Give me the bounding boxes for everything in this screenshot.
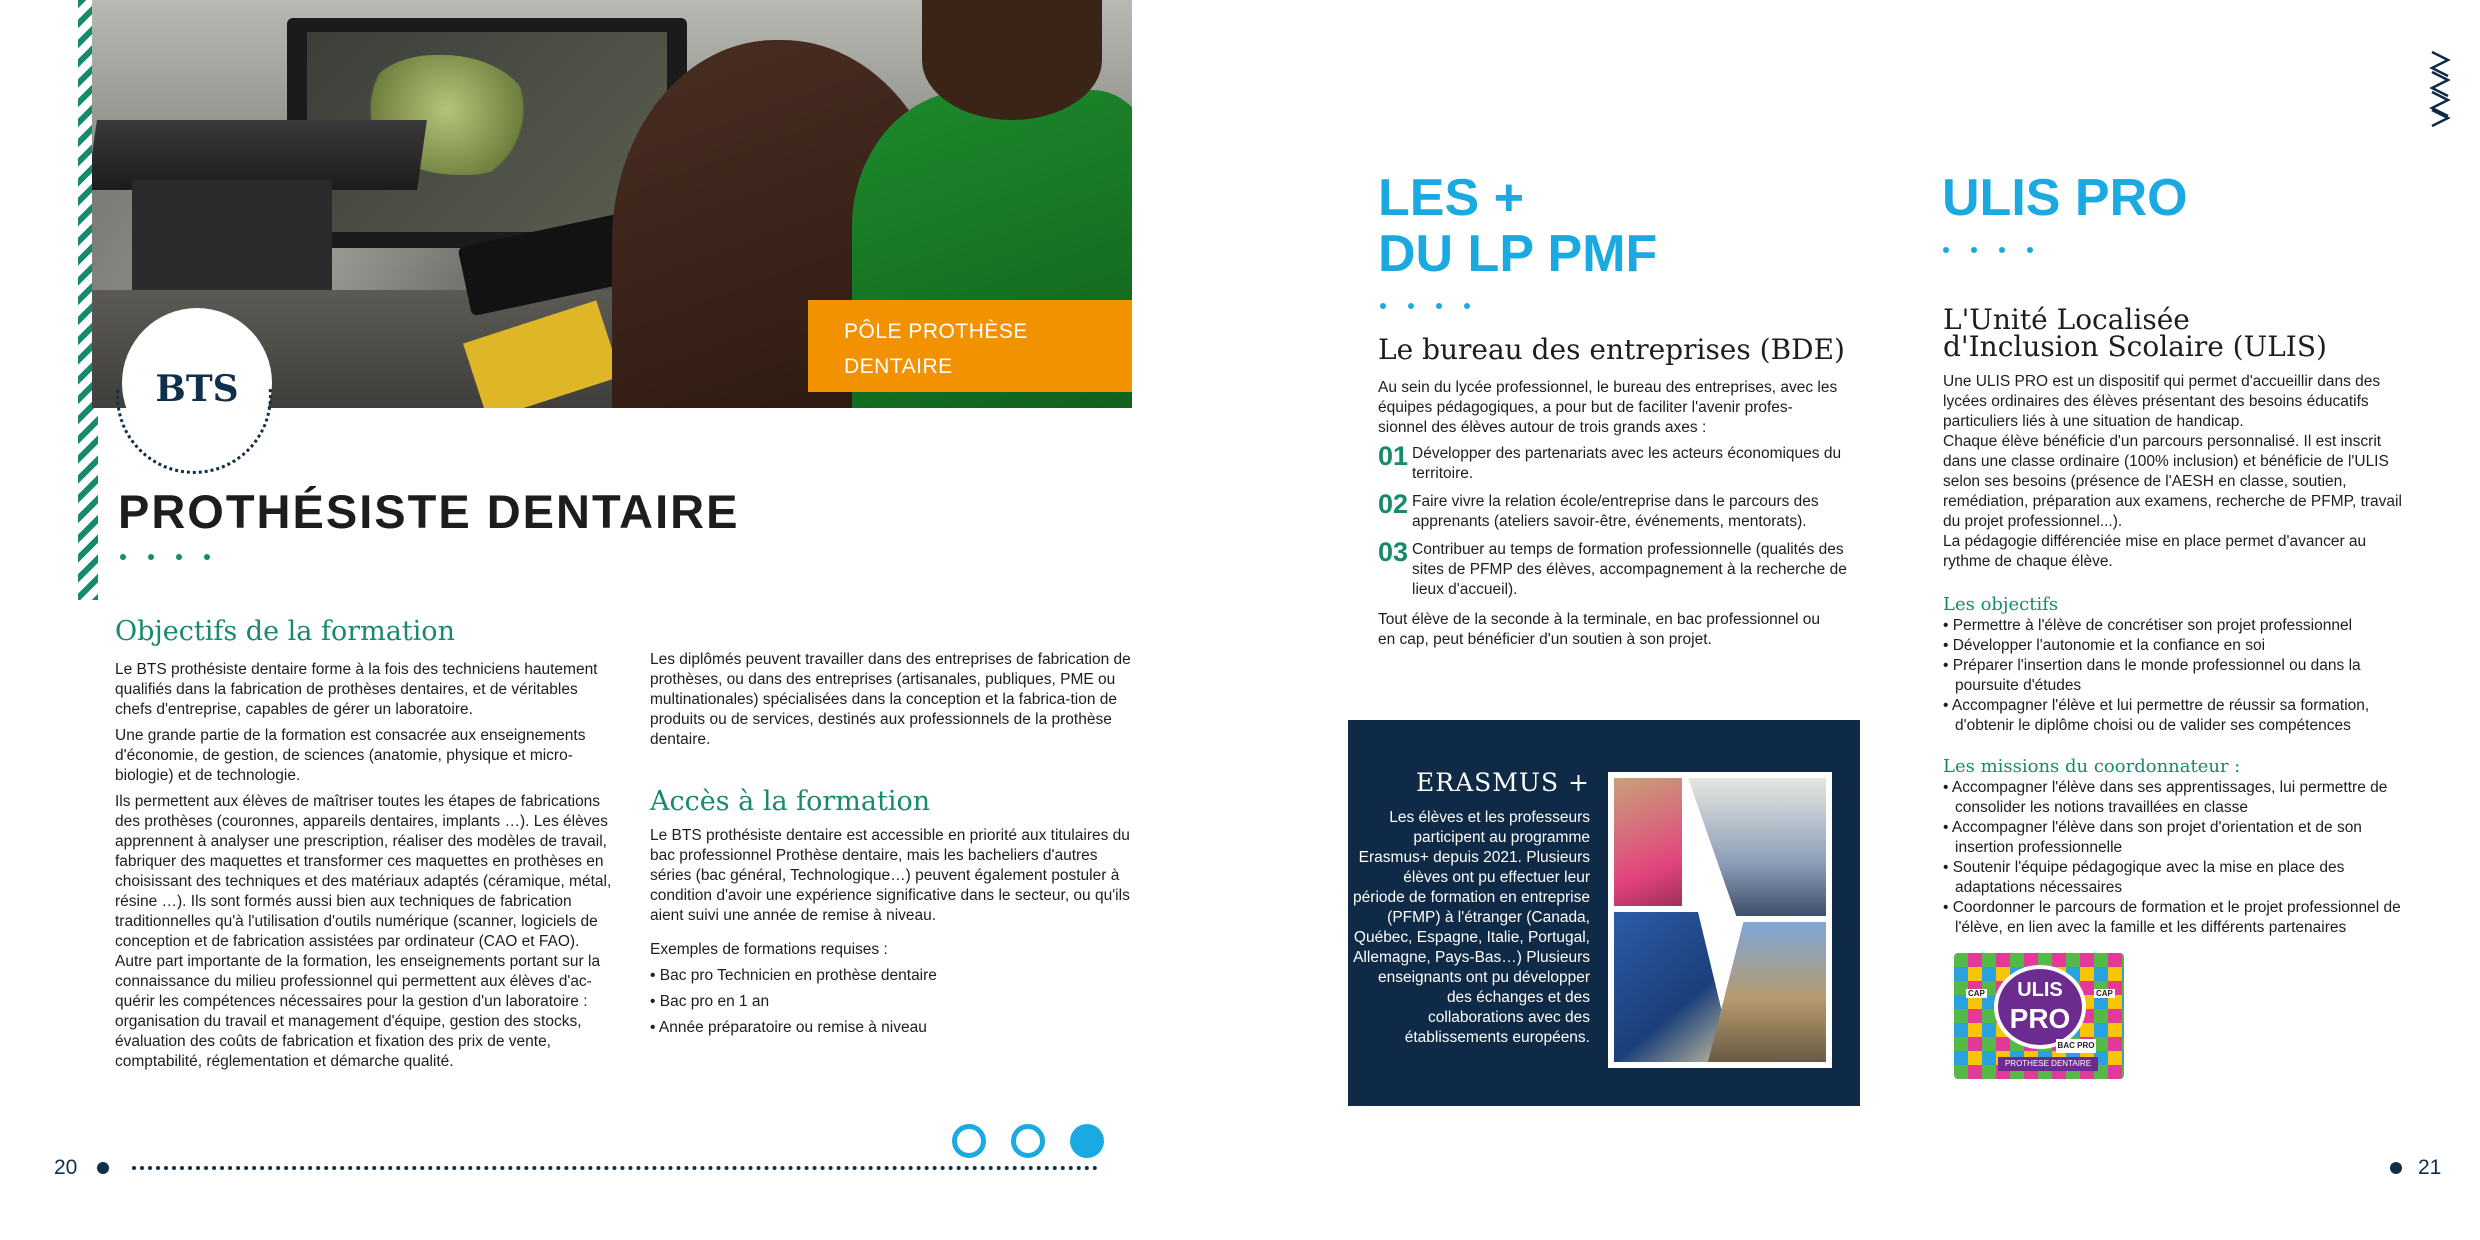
bde-item-text: Contribuer au temps de formation professionnelle (qualités des sites de PFMP des élèves, accompagnement à la recherche de lieux d'accueil). <box>1412 541 1847 598</box>
ulis-pro-logo <box>1954 953 2124 1079</box>
ulis-logo-line2: PRO <box>2009 1003 2071 1034</box>
list-item: • Bac pro Technicien en prothèse dentaire <box>650 967 937 984</box>
list-item: • Accompagner l'élève dans son projet d'orientation et de son insertion professionnelle <box>1943 818 2413 858</box>
objectifs-paragraph: Ils permettent aux élèves de maîtriser toutes les étapes de fabrications des prothèses (couronnes, appareils dentaires, implants …). Les élèves apprennent à analyser une prescription, réaliser des modèles de travail, fabriquer des maquettes et transformer ces maquettes en prothèses en choisissant des techniques et des matériaux adaptés (céramique, métal, résine …). Ils sont formés aussi bien aux techniques de fabrication traditionnelles qu'à l'utilisation d'outils numérique (scanner, logiciels de conception et de fabrication assistées par ordinateur (CAO et FAO). <box>115 793 612 950</box>
ulis-logo-line1: ULIS <box>2017 979 2063 1001</box>
acces-examples-label: Exemples de formations requises : <box>650 941 888 958</box>
acces-examples <box>650 940 1136 1038</box>
ulis-objectifs-list <box>1943 616 2413 736</box>
objectifs-paragraph: Le BTS prothésiste dentaire forme à la fois des techniciens hautement qualifiés dans la fabrication de prothèses dentaires, et de véritables chefs d'entreprise, capables de gérer un laboratoire. <box>115 661 598 718</box>
ulis-logo-cap-right: CAP <box>2096 989 2113 998</box>
page-number-left: 20 <box>54 1156 78 1179</box>
pole-label <box>808 300 1132 392</box>
objectifs-heading: Objectifs de la formation <box>115 616 455 647</box>
bde-item <box>1378 537 1848 600</box>
bde-item-text: Développer des partenariats avec les acteurs économiques du territoire. <box>1412 445 1842 482</box>
ulis-subtitle-line2: d'Inclusion Scolaire (ULIS) <box>1943 330 2327 363</box>
page-title: PROTHÉSISTE DENTAIRE <box>118 485 740 538</box>
plus-title <box>1378 170 1657 282</box>
erasmus-title: ERASMUS + <box>1416 768 1590 797</box>
plus-title-dots <box>1380 296 1492 304</box>
bde-item-number: 03 <box>1378 537 1409 567</box>
page-number-dot <box>97 1162 109 1174</box>
acces-text: Le BTS prothésiste dentaire est accessible en priorité aux titulaires du bac professionnel Prothèse dentaire, mais les bacheliers d'autres séries (bac général, Technologique…) peuvent également postuler à condition d'avoir une expérience significative dans le secteur, ou qu'ils aient suivi une année de remise à niveau. <box>650 827 1130 924</box>
ulis-missions-heading: Les missions du coordonnateur : <box>1943 756 2241 777</box>
debouches-text: Les diplômés peuvent travailler dans des entreprises de fabrication de prothèses, ou dans des entreprises (artisanales, publiques, PME ou multinationales) spécialisées dans la conception et la fabrica-tion de produits ou de services, destinés aux professionnels de la prothèse dentaire. <box>650 651 1131 748</box>
bde-list <box>1378 441 1848 608</box>
bde-intro: Au sein du lycée professionnel, le bureau des entreprises, avec les équipes pédagogiques, a pour but de faciliter l'avenir profes-sionnel des élèves autour de trois grands axes : <box>1378 379 1838 436</box>
ulis-logo-bac: BAC PRO <box>2056 1039 2096 1053</box>
ulis-text <box>1943 372 2413 572</box>
page-circle-2 <box>1011 1124 1045 1158</box>
plus-title-line1: LES + <box>1378 169 1524 227</box>
ulis-paragraph: Chaque élève bénéficie d'un parcours personnalisé. Il est inscrit dans une classe ordinaire (100% inclusion) et bénéficie de l'ULIS selon ses besoins (présence de l'AESH en classe, soutien, remédiation, préparation aux examens, recherche de PFMP, travail du projet professionnel...). <box>1943 433 2402 530</box>
list-item: • Accompagner l'élève et lui permettre de réussir sa formation, d'obtenir le diplôme choisi ou de valider ses compétences <box>1943 696 2413 736</box>
ulis-logo-cap-left: CAP <box>1968 989 1985 998</box>
page-number-right: 21 <box>2418 1156 2442 1179</box>
ulis-subtitle-line1: L'Unité Localisée <box>1943 303 2190 336</box>
list-item: • Coordonner le parcours de formation et le projet professionnel de l'élève, en lien avec la famille et les différents partenaires <box>1943 898 2413 938</box>
ulis-title: ULIS PRO <box>1942 169 2188 227</box>
bde-outro: Tout élève de la seconde à la terminale, en bac professionnel ou en cap, peut bénéficier d'un soutien à son projet. <box>1378 611 1821 648</box>
acces-heading: Accès à la formation <box>650 786 931 817</box>
list-item: • Développer l'autonomie et la confiance en soi <box>1943 636 2413 656</box>
list-item: • Accompagner l'élève dans ses apprentissages, lui permettre de consolider les notions travaillées en classe <box>1943 778 2413 818</box>
list-item: • Année préparatoire ou remise à niveau <box>650 1019 927 1036</box>
title-dots <box>120 547 232 555</box>
bde-item <box>1378 441 1848 484</box>
objectifs-paragraph: Une grande partie de la formation est consacrée aux enseignements d'économie, de gestion, de sciences (anatomie, physique et micro-biologie) et de technologie. <box>115 727 586 784</box>
ulis-title-dots <box>1943 240 2055 248</box>
plus-title-line2: DU LP PMF <box>1378 225 1658 283</box>
pole-label-line2: DENTAIRE <box>844 355 953 378</box>
erasmus-photo-collage <box>1608 772 1832 1068</box>
list-item: • Bac pro en 1 an <box>650 993 770 1010</box>
bde-item-text: Faire vivre la relation école/entreprise dans le parcours des apprenants (ateliers savoir-être, événements, mentorats). <box>1412 493 1819 530</box>
bde-heading: Le bureau des entreprises (BDE) <box>1378 333 1845 366</box>
ulis-missions-list <box>1943 778 2413 938</box>
ulis-subtitle <box>1943 303 2327 363</box>
ulis-paragraph: Une ULIS PRO est un dispositif qui permet d'accueillir dans des lycées ordinaires des élèves présentant des besoins éducatifs particuliers liés à une situation de handicap. <box>1943 373 2381 430</box>
bde-item <box>1378 489 1848 532</box>
bts-badge-label: BTS <box>155 368 239 410</box>
footer-dotted-line <box>132 1166 1098 1170</box>
list-item: • Permettre à l'élève de concrétiser son projet professionnel <box>1943 616 2413 636</box>
list-item: • Préparer l'insertion dans le monde professionnel ou dans la poursuite d'études <box>1943 656 2413 696</box>
objectifs-text <box>115 660 615 1078</box>
ulis-objectifs-heading: Les objectifs <box>1943 594 2059 615</box>
ulis-paragraph: La pédagogie différenciée mise en place permet d'avancer au rythme de chaque élève. <box>1943 533 2367 570</box>
list-item: • Soutenir l'équipe pédagogique avec la mise en place des adaptations nécessaires <box>1943 858 2413 898</box>
page-number-dot <box>2390 1162 2402 1174</box>
erasmus-text: Les élèves et les professeurs participent au programme Erasmus+ depuis 2021. Plusieurs élèves ont pu effectuer leur période de formation en entreprise (PFMP) à l'étranger (Canada, Québec, Espagne, Italie, Portugal, Allemagne, Pays-Bas…) Plusieurs enseignants ont pu développer des échanges et des collaborations avec des établissements européens. <box>1353 809 1590 1046</box>
page-circle-1 <box>952 1124 986 1158</box>
erasmus-box <box>1348 720 1860 1106</box>
bde-item-number: 02 <box>1378 489 1409 519</box>
ulis-logo-band: PROTHESE DENTAIRE <box>1998 1057 2098 1071</box>
page-circle-3 <box>1070 1124 1104 1158</box>
bde-item-number: 01 <box>1378 441 1409 471</box>
pole-label-line1: PÔLE PROTHÈSE <box>844 320 1028 343</box>
zigzag-decoration <box>2428 50 2452 128</box>
objectifs-paragraph: Autre part importante de la formation, les enseignements portant sur la connaissance du milieu professionnel qui permettent aux élèves d'ac-quérir les compétences nécessaires pour la gestion d'un laboratoire : organisation du travail et management d'équipe, gestion des stocks, évaluation des coûts de fabrication et fixation des prix de vente, comptabilité, réglementation et démarche qualité. <box>115 953 601 1070</box>
